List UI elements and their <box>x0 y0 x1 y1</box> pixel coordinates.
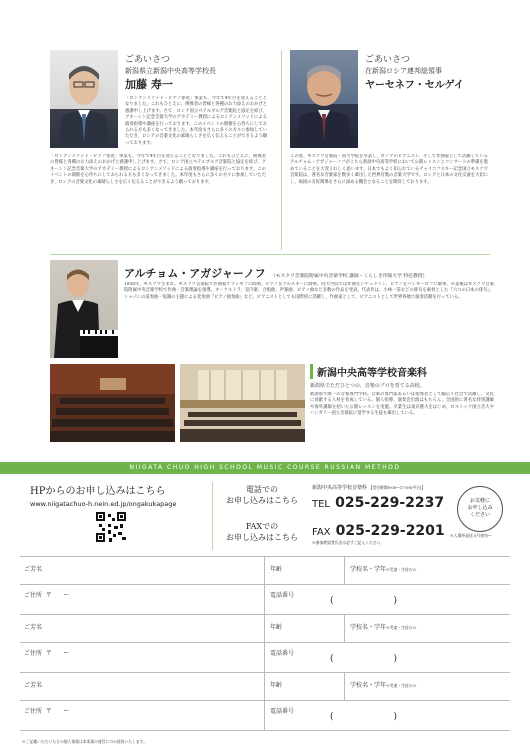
principal-body-top: 「ロシアンメソッド・ピアノ専攻」事業も、今年で4年目を迎えることとなりました。これもひとえに、関係者の皆様と各種のお力添えのおかげと感謝申し上げます。さて、ロシア国立ペテルブルグ音楽院と協定を結び、グネーシン記念音楽大学のアカデミー教授によるロシアンメソッドによる演奏指導や講座を行っております。このイベントの開催を心待ちにしておられる方も多くなってきました。本年度もさらに多くの方々に参加していただき、ロシアの音楽文化の素晴らしさを広く伝えることができるよう願っております。 <box>125 96 267 146</box>
form-col-divider <box>344 672 345 700</box>
form-rule <box>20 700 510 701</box>
phone-parens: ( ) <box>330 712 398 722</box>
principal-heading: ごあいさつ <box>125 55 171 65</box>
greeting-divider <box>281 50 282 250</box>
grade-label: 学校名・学年※児童・生徒のみ <box>350 624 417 631</box>
apply-bubble <box>457 486 503 532</box>
bubble-line1: お気軽に <box>469 498 490 504</box>
banner-bar <box>0 462 530 474</box>
artist-photo <box>50 260 118 358</box>
phone-label: 電話番号 <box>270 592 295 599</box>
consul-heading: ごあいさつ <box>365 55 411 65</box>
school-office: 新潟中央高等学校音楽科 <box>312 485 368 491</box>
tel-label-line2: お申し込みはこちら <box>226 496 298 505</box>
apply-fax-label <box>222 521 302 543</box>
artist-portrait-icon <box>50 260 118 358</box>
school-photo-stage <box>180 364 305 442</box>
form-rule <box>20 730 510 731</box>
name-label: ご芳名 <box>24 624 43 631</box>
apply-fax-info <box>312 520 462 546</box>
age-label: 年齢 <box>270 624 283 631</box>
apply-tel-info <box>312 484 452 511</box>
concert-hall-icon <box>50 364 175 442</box>
greeting-consul <box>290 50 490 250</box>
consul-body: この度、モスクワ音楽院・同大学院を卒業し、ロシアのピアニスト、そして作曲家として活躍しているアルチョム・アガジャーノフがこちら新潟中央高等学校において公開レッスンとコンサートの準備を進めていることを大変うれしく思います。日本でもよく知られているチャイコフスキー記念国立モスクワ音楽院は、著名な音楽家を数多く輩出した世界有数の音楽大学です。ロシアと日本の文化交流を大切にし、両国の友好関係をさらに深める機会となることを期待しております。 <box>290 154 488 185</box>
address-label: ご住所 〒 ー <box>24 592 70 599</box>
form-rule <box>20 584 510 585</box>
school-body: 新潟県で唯一の音楽専門学科。音楽の専門家あるいは指導者として幅広く社会で活躍し、文化に貢献する人材を育成している。個人指導、演奏会出演はもちろん、全国的に著名な特別講師や海外講師を招いた公開レッスンを実施。卒業生は東京藝大をはじめ、ロストック国立音大やハンガリー国立音楽院に留学する生徒も輩出している。 <box>310 392 494 417</box>
grade-label: 学校名・学年※児童・生徒のみ <box>350 682 417 689</box>
address-label: ご住所 〒 ー <box>24 650 70 657</box>
name-label: ご芳名 <box>24 682 43 689</box>
banner-text: NIIGATA CHUO HIGH SCHOOL MUSIC COURSE RUSSIAN METHOD <box>129 464 401 471</box>
school-info <box>310 364 494 444</box>
apply-divider <box>212 482 213 550</box>
tel-number[interactable]: 025-229-2237 <box>335 495 445 511</box>
bubble-line2: お申し込み <box>467 505 493 511</box>
principal-photo <box>50 50 118 148</box>
bubble-line3: ください <box>469 512 490 518</box>
grade-label: 学校名・学年※児童・生徒のみ <box>350 566 417 573</box>
phone-label: 電話番号 <box>270 708 295 715</box>
consul-affiliation: 在新潟ロシア連邦総領事 <box>365 67 442 75</box>
stage-hall-icon <box>180 364 305 442</box>
tel-label-line1: 電話での <box>246 485 278 494</box>
address-label: ご住所 〒 ー <box>24 708 70 715</box>
apply-tel-label <box>222 484 302 506</box>
school-name: 新潟中央高等学校音楽科 <box>310 364 494 379</box>
principal-body: 「ロシアンメソッド・ピアノ専攻」事業も、今年で4年目を迎えることとなりました。これもひとえに、関係者の皆様と各種のお力添えのおかげと感謝申し上げます。さて、ロシア国立ペテルブルグ音楽院と協定を結び、グネーシン記念音楽大学のアカデミー教授によるロシアンメソッドによる演奏指導や講座を行っております。このイベントの開催を心待ちにしておられる方も多くなってきました。本年度もさらに多くの方々に参加していただき、ロシアの音楽文化の素晴らしさを広く伝えることができるよう願っております。 <box>50 154 266 185</box>
form-col-divider <box>264 556 265 730</box>
greeting-principal <box>50 50 268 250</box>
form-rule <box>20 614 510 615</box>
school-tagline: 新潟県でただひとつの、音楽のプロを育てる高校。 <box>310 383 425 389</box>
school-photo-hall <box>50 364 175 442</box>
principal-portrait-icon <box>50 50 118 148</box>
phone-label: 電話番号 <box>270 650 295 657</box>
name-label: ご芳名 <box>24 566 43 573</box>
artist-name: アルチョム・アガジャーノフ <box>124 267 266 280</box>
form-col-divider <box>344 556 345 584</box>
artist-title: （モスクワ音楽院附属中央音楽学校 講師・くらしき作陽大学 特任教授） <box>270 274 428 279</box>
principal-name: 加藤 寿一 <box>125 78 173 91</box>
form-rule <box>20 556 510 557</box>
phone-parens: ( ) <box>330 596 398 606</box>
consul-portrait-icon <box>290 50 358 148</box>
apply-hp <box>30 482 210 552</box>
qr-code-icon[interactable] <box>96 512 126 542</box>
age-label: 年齢 <box>270 566 283 573</box>
artist-header <box>124 262 494 281</box>
office-hours: 【受付時間9:00〜17:00(平日)】 <box>368 485 426 490</box>
age-label: 年齢 <box>270 682 283 689</box>
fax-label-line2: お申し込みはこちら <box>226 533 298 542</box>
form-col-divider <box>344 614 345 642</box>
form-rule <box>20 672 510 673</box>
fax-label-line1: FAXでの <box>245 522 279 531</box>
section-divider-1 <box>50 254 490 255</box>
name-input-1[interactable] <box>60 558 260 582</box>
phone-parens: ( ) <box>330 654 398 664</box>
form-rule <box>20 642 510 643</box>
consul-photo <box>290 50 358 148</box>
fax-note: ※参加希望者氏名は必ずご記入ください。 <box>312 540 385 545</box>
artist-body: 1958年、モスクワ生まれ。モスクワ音楽院で作曲家ゲラシモフに師事。ピアノをグルスキーに師事。同大学院では作曲をシチェドリン、ピアノをバシキーロフに師事。卒業後はモスクワ音楽院附属中央音楽学校で作曲・音楽理論を指導。オーケストラ、室内楽、合唱曲、声楽曲、ピアノ曲など多数の作品を発表。代表作は、小林一茶などの俳句を素材とした『六つの日本の俳句』、ショパンの前奏曲一短調の主題による変奏曲『ピアノ独奏曲』など。ピアニストとしても国際的に活躍し、作曲家として、ピアニストとして世界各地で演奏活動を行っている。 <box>124 282 494 300</box>
hp-title: HPからのお申し込みはこちら <box>30 486 166 497</box>
tel-prefix: TEL <box>312 499 330 510</box>
footer-note: ※ご記載いただいた方の個人情報は本事業の運営にのみ使用いたします。 <box>22 739 147 744</box>
fax-prefix: FAX <box>312 527 331 538</box>
bubble-note: ※入場券発送 5月初旬〜 <box>450 533 492 538</box>
hp-url[interactable]: www.niigatachuo-h.nein.ed.jp/ongakukapage <box>30 500 177 508</box>
consul-name: ヤーセネフ・セルゲイ <box>365 80 464 91</box>
fax-number[interactable]: 025-229-2201 <box>335 523 445 539</box>
application-form <box>20 556 510 736</box>
principal-affiliation: 新潟県立新潟中央高等学校長 <box>125 67 216 75</box>
